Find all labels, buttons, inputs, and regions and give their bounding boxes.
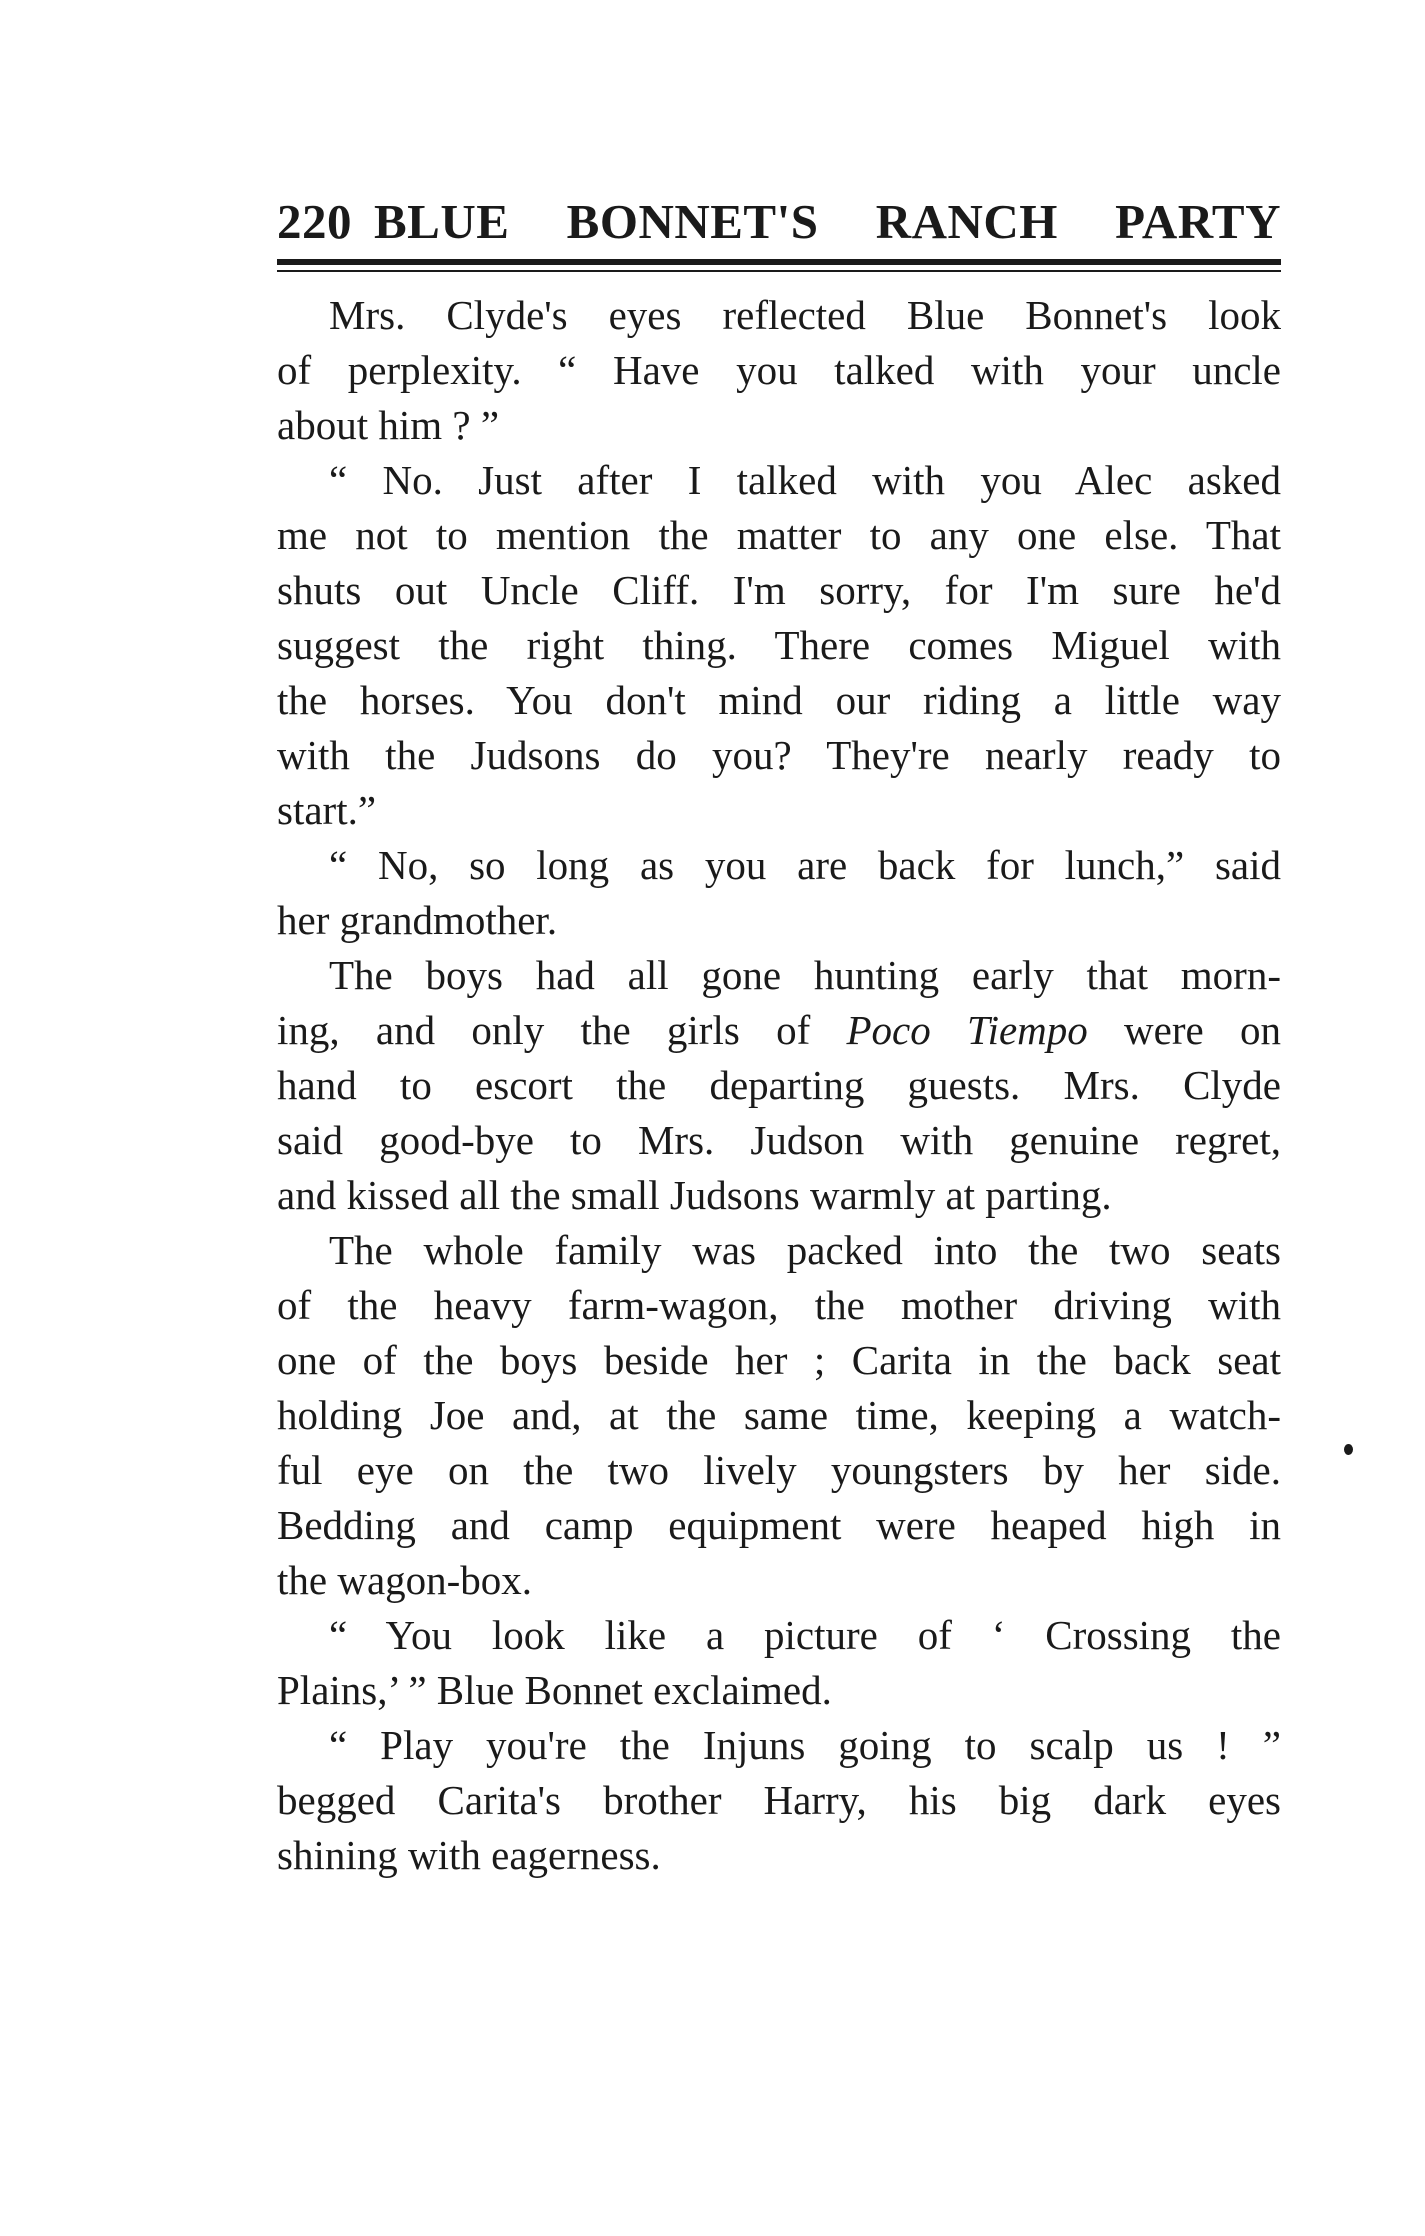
text-line: holding Joe and, at the same time, keeping a watch-: [277, 1392, 1281, 1438]
text-line: ful eye on the two lively youngsters by her side.: [277, 1447, 1281, 1493]
text-line: start.”: [277, 787, 377, 833]
text-line: me not to mention the matter to any one else. That: [277, 512, 1281, 558]
header-rule-thick: [277, 259, 1281, 265]
text-line: shuts out Uncle Cliff. I'm sorry, for I'm sure he'd: [277, 567, 1281, 613]
text-line: with the Judsons do you? They're nearly ready to: [277, 732, 1281, 778]
text-line: of perplexity. “ Have you talked with your uncle: [277, 347, 1281, 393]
text-line: of the heavy farm-wagon, the mother driving with: [277, 1282, 1281, 1328]
text-line: the horses. You don't mind our riding a little way: [277, 677, 1281, 723]
text-segment: ing, and only the girls of: [277, 1007, 847, 1053]
text-line: hand to escort the departing guests. Mrs. Clyde: [277, 1062, 1281, 1108]
text-line: Mrs. Clyde's eyes reflected Blue Bonnet's look: [329, 292, 1281, 338]
header-rule-thin: [277, 270, 1281, 272]
text-line: [277, 1003, 1281, 1058]
text-line: Plains,’ ” Blue Bonnet exclaimed.: [277, 1667, 832, 1713]
italic-phrase: Poco Tiempo: [846, 1007, 1088, 1053]
text-line: “ Play you're the Injuns going to scalp us ! ”: [329, 1722, 1281, 1768]
text-line: shining with eagerness.: [277, 1832, 661, 1878]
text-line: her grandmother.: [277, 897, 558, 943]
text-line: The whole family was packed into the two seats: [329, 1227, 1281, 1273]
text-line: about him ? ”: [277, 402, 500, 448]
margin-speck: [1344, 1444, 1353, 1455]
text-line: said good-bye to Mrs. Judson with genuine regret,: [277, 1117, 1281, 1163]
text-line: suggest the right thing. There comes Miguel with: [277, 622, 1281, 668]
running-head: [277, 178, 1281, 250]
page-number: 220: [277, 194, 352, 249]
running-title: BLUE BONNET'S RANCH PARTY: [374, 194, 1281, 249]
text-segment: were on: [1087, 1007, 1281, 1053]
text-line: the wagon-box.: [277, 1557, 533, 1603]
body-text: [277, 288, 1281, 1883]
text-line: “ No, so long as you are back for lunch,” said: [329, 842, 1281, 888]
text-line: begged Carita's brother Harry, his big dark eyes: [277, 1777, 1281, 1823]
text-line: “ No. Just after I talked with you Alec asked: [329, 457, 1281, 503]
text-line: The boys had all gone hunting early that morn-: [329, 952, 1281, 998]
text-line: “ You look like a picture of ‘ Crossing the: [329, 1612, 1281, 1658]
text-line: and kissed all the small Judsons warmly at parting.: [277, 1172, 1112, 1218]
text-line: one of the boys beside her ; Carita in the back seat: [277, 1337, 1281, 1383]
text-line: Bedding and camp equipment were heaped high in: [277, 1502, 1281, 1548]
